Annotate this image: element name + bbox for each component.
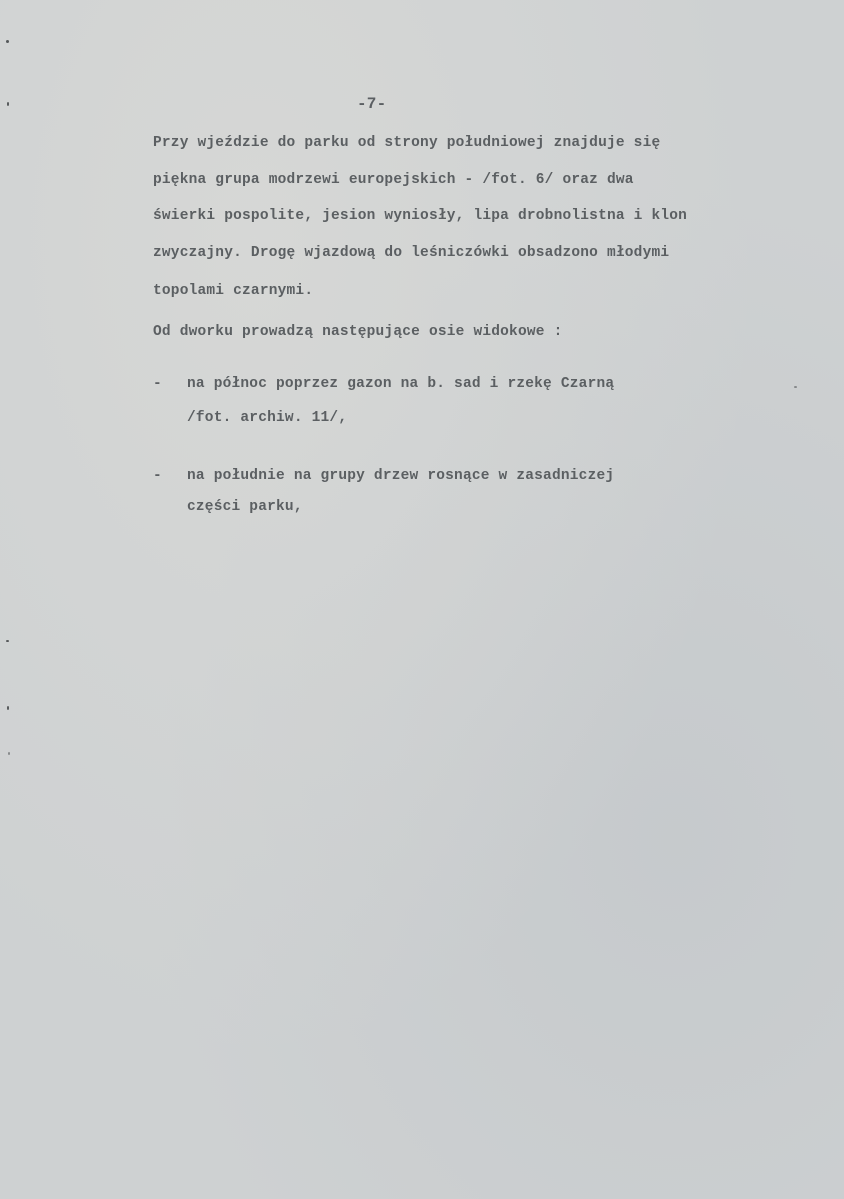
paragraph-line: piękna grupa modrzewi europejskich - /fot. 6/ oraz dwa bbox=[153, 172, 634, 188]
margin-speck bbox=[6, 40, 9, 43]
list-bullet: - bbox=[153, 376, 162, 392]
margin-speck bbox=[7, 102, 9, 106]
list-item-line: na południe na grupy drzew rosnące w zasadniczej bbox=[187, 468, 615, 484]
paragraph-line: Przy wjeździe do parku od strony południowej znajduje się bbox=[153, 135, 661, 151]
margin-speck bbox=[6, 640, 9, 642]
margin-speck bbox=[7, 706, 9, 710]
margin-speck bbox=[794, 386, 797, 388]
page-number: -7- bbox=[357, 95, 387, 113]
paragraph-line: topolami czarnymi. bbox=[153, 283, 314, 299]
list-item-line: /fot. archiw. 11/, bbox=[187, 410, 348, 426]
section-intro: Od dworku prowadzą następujące osie widokowe : bbox=[153, 324, 563, 340]
paragraph-line: świerki pospolite, jesion wyniosły, lipa drobnolistna i klon bbox=[153, 208, 688, 224]
list-item-line: części parku, bbox=[187, 499, 303, 515]
list-bullet: - bbox=[153, 468, 162, 484]
margin-speck bbox=[8, 752, 10, 755]
paragraph-line: zwyczajny. Drogę wjazdową do leśniczówki obsadzono młodymi bbox=[153, 245, 670, 261]
list-item-line: na północ poprzez gazon na b. sad i rzekę Czarną bbox=[187, 376, 615, 392]
